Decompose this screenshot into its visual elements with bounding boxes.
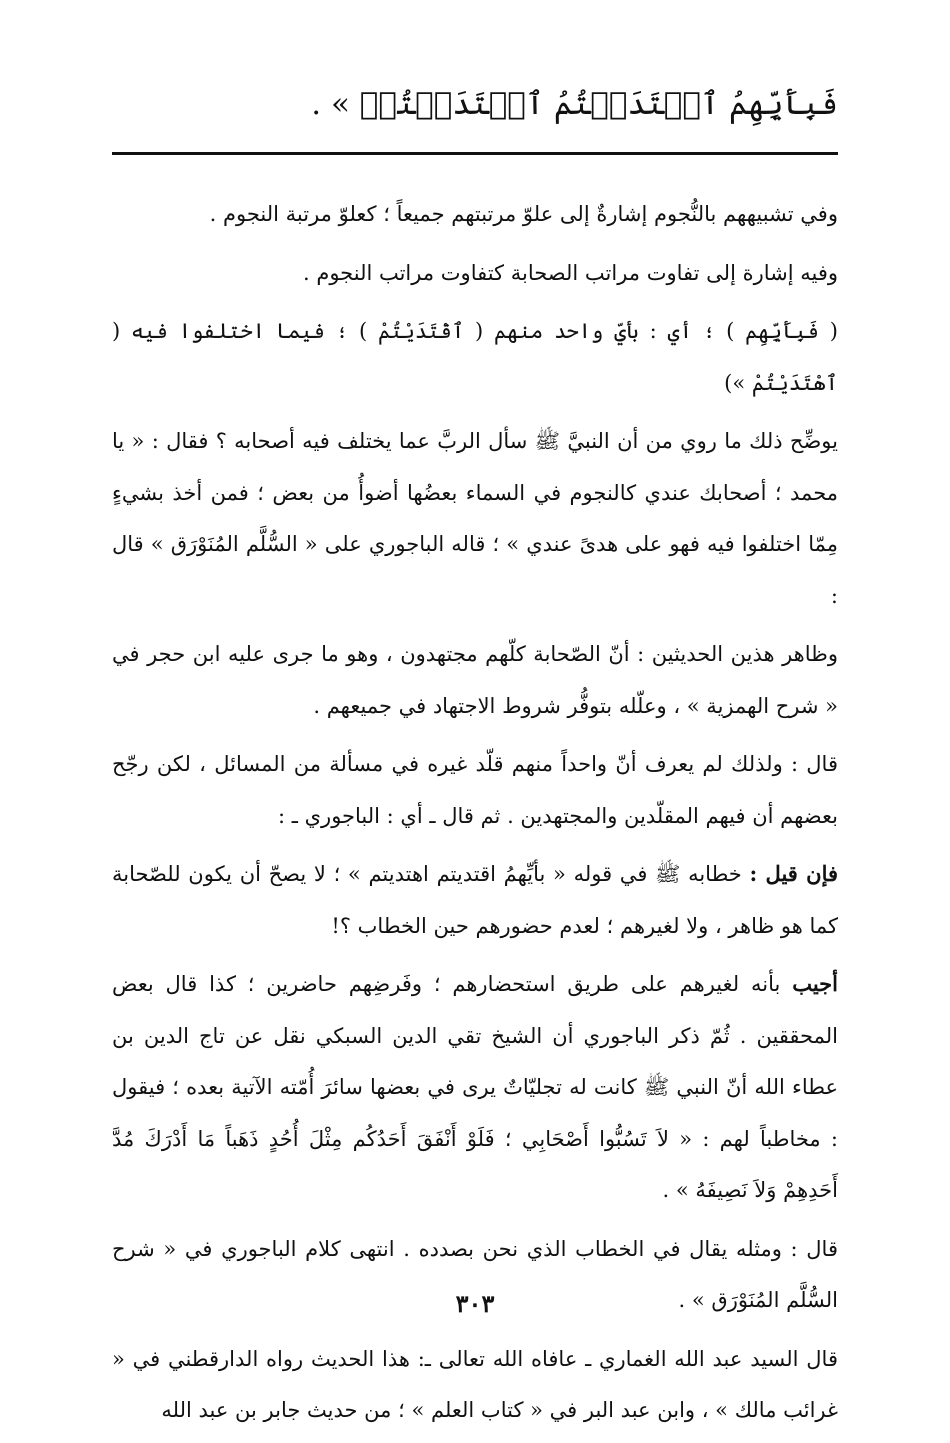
- paragraph: [112, 628, 838, 732]
- paragraph-lead: أجيب: [792, 971, 838, 996]
- paragraph-text: قال : ولذلك لم يعرف أنّ واحداً منهم قلّد غيره في مسألة من المسائل ، لكن رجّح بعضهم أن فيهم المقلّدين والمجتهدين . ثم قال ـ أي : الباجوري ـ :: [112, 752, 838, 828]
- page-number: ٣٠٣: [455, 1289, 495, 1318]
- paragraph-lead: فإن قيل :: [749, 861, 839, 886]
- paragraph-text: قال : ومثله يقال في الخطاب الذي نحن بصدده . انتهى كلام الباجوري في « شرح السُّلَّم المُنَوْرَق » .: [112, 1236, 838, 1312]
- paragraph-text: وفي تشبيههم بالنُّجوم إشارةٌ إلى علوّ مرتبتهم جميعاً ؛ كعلوّ مرتبة النجوم .: [209, 202, 838, 226]
- paragraph: [112, 848, 838, 952]
- paragraph-text: بأنه لغيرهم على طريق استحضارهم ؛ وفَرضِهم حاضرين ؛ كذا قال بعض المحققين . ثُمّ ذكر الباجوري أن الشيخ تقي الدين السبكي نقل عن تاج الدين بن عطاء الله أنّ النبي ﷺ كانت له تجليّاتٌ يرى في بعضها سائرَ أُمّته الآتية بعده ؛ فيقول : مخاطباً لهم : « لاَ تَسُبُّوا أَصْحَابِي ؛ فَلَوْ أَنْفَقَ أَحَدُكُم مِثْلَ أُحُدٍ ذَهَباً مَا أَدْرَكَ مُدَّ أَحَدِهِمْ وَلاَ نَصِيفَهُ » .: [112, 972, 838, 1202]
- paragraph-text: وظاهر هذين الحديثين : أنّ الصّحابة كلّهم مجتهدون ، وهو ما جرى عليه ابن حجر في « شرح الهمزية » ، وعلّله بتوفُّر شروط الاجتهاد في جميعهم .: [112, 642, 838, 718]
- paragraph: [112, 738, 838, 842]
- paragraph: [112, 958, 838, 1217]
- paragraph-text: وفيه إشارة إلى تفاوت مراتب الصحابة كتفاوت مراتب النجوم .: [302, 260, 838, 285]
- paragraph-text: خطابه ﷺ في قوله « بأيِّهمُ اقتديتم اهتديتم » ؛ لا يصحّ أن يكون للصّحابة كما هو ظاهر ، ولا لغيرهم ؛ لعدم حضورهم حين الخطاب ؟!: [112, 862, 838, 938]
- continuation-line: فَبِأَيِّهِمُ ٱقۡتَدَيۡتُمُ ٱهۡتَدَيۡتُمۡ » .: [311, 86, 838, 122]
- paragraph: [112, 1333, 838, 1437]
- paragraph: [112, 247, 838, 300]
- paragraph-text: يوضِّح ذلك ما روي من أن النبيَّ ﷺ سأل الربَّ عما يختلف فيه أصحابه ؟ فقال : « يا محمد ؛ أصحابك عندي كالنجوم في السماء بعضُها أضوأُ من بعض ؛ فمن أخذ بشيءٍ مِمّا اختلفوا فيه فهو على هدىً عندي » ؛ قاله الباجوري على « السُّلَّم المُنَوْرَق » قال :: [112, 429, 838, 608]
- paragraph-text: ( فَبِأَيِّهِم ) ؛ أي : بأيِّ واحد منهم ( ٱقْتَدَيْتُمْ ) ؛ فيما اختلفوا فيه ( ٱهْتَدَيْتُمْ »): [112, 319, 838, 395]
- paragraph: [112, 188, 838, 241]
- section-divider: [112, 152, 838, 155]
- paragraph: [112, 415, 838, 622]
- paragraph: [112, 305, 838, 409]
- main-text: [112, 188, 838, 1443]
- paragraph-text: قال السيد عبد الله الغماري ـ عافاه الله تعالى ـ: هذا الحديث رواه الدارقطني في « غرائب مالك » ، وابن عبد البر في « كتاب العلم » ؛ من حديث جابر بن عبد الله: [112, 1346, 838, 1422]
